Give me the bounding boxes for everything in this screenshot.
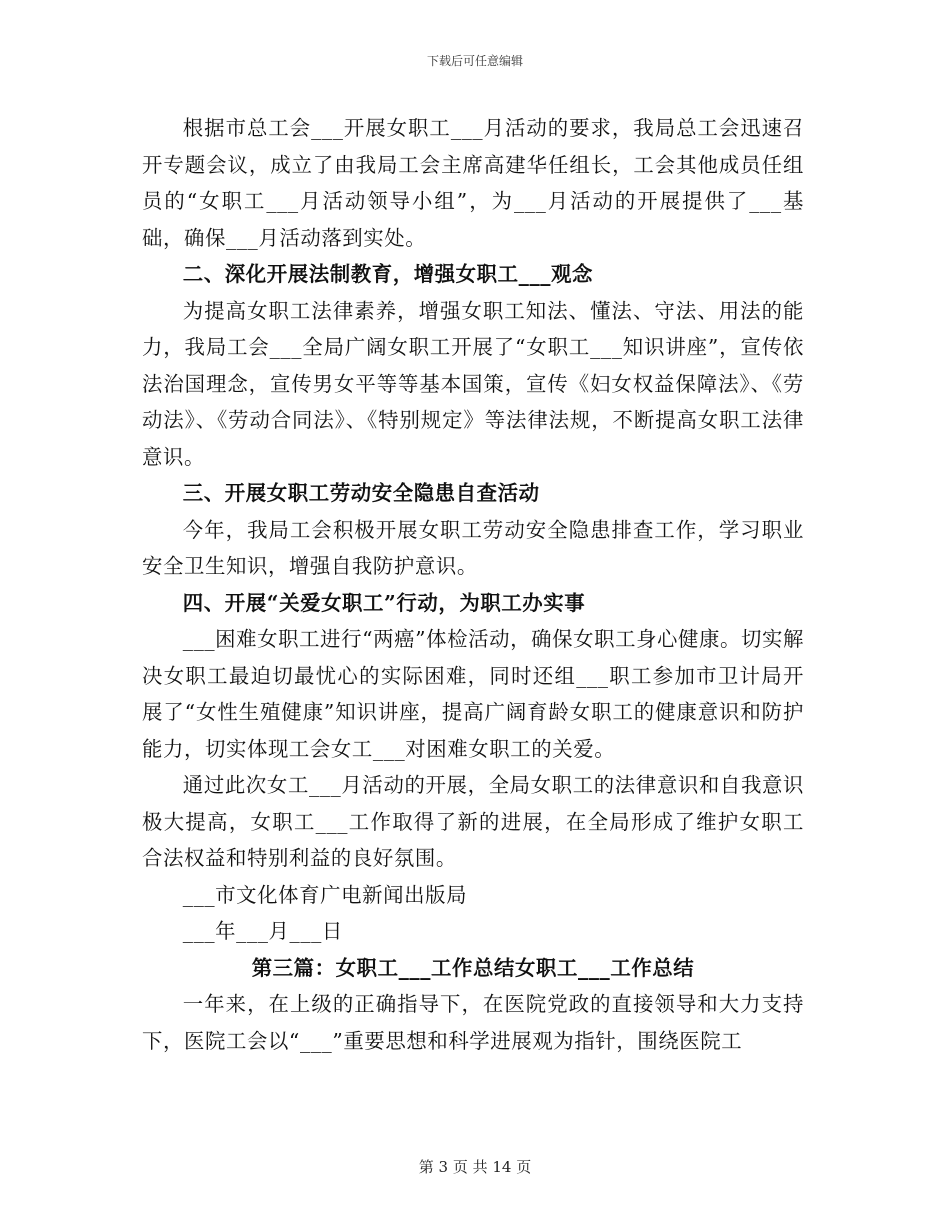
paragraph-4: ___困难女职工进行“两癌”体检活动，确保女职工身心健康。切实解决女职工最迫切最忧心的实际困难，同时还组___职工参加市卫计局开展了“女性生殖健康”知识讲座，提高广阔育龄女职工的健康意识和防护能力，切实体现工会女工___对困难女职工的关爱。 <box>142 627 804 761</box>
section-heading-2: 二、深化开展法制教育，增强女职工___观念 <box>182 262 594 286</box>
paragraph-1: 根据市总工会___开展女职工___月活动的要求，我局总工会迅速召开专题会议，成立了由我局工会主席高建华任组长，工会其他成员任组员的“女职工___月活动领导小组”，为___月活动的开展提供了___基础，确保___月活动落到实处。 <box>142 116 804 250</box>
paragraph-2: 为提高女职工法律素养，增强女职工知法、懂法、守法、用法的能力，我局工会___全局广阔女职工开展了“女职工___知识讲座”，宣传依法治国理念，宣传男女平等等基本国策，宣传《妇女权益保障法》、《劳动法》、《劳动合同法》、《特别规定》等法律法规，不断提高女职工法律意识。 <box>142 298 804 469</box>
date-line: ___年___月___日 <box>182 919 343 943</box>
paragraph-6: 一年来，在上级的正确指导下，在医院党政的直接领导和大力支持下，医院工会以“___”重要思想和科学进展观为指针，围绕医院工 <box>142 992 804 1053</box>
article-title: 第三篇：女职工___工作总结女职工___工作总结 <box>251 955 695 980</box>
page-number: 第 3 页 共 14 页 <box>418 1158 532 1176</box>
document-body <box>142 110 804 1059</box>
page-header: 下载后可任意编辑 <box>426 54 523 68</box>
section-heading-4: 四、开展“关爱女职工”行动，为职工办实事 <box>182 590 586 615</box>
paragraph-3: 今年，我局工会积极开展女职工劳动安全隐患排查工作，学习职业安全卫生知识，增强自我防护意识。 <box>142 517 804 578</box>
section-heading-3: 三、开展女职工劳动安全隐患自查活动 <box>182 481 540 505</box>
paragraph-5: 通过此次女工___月活动的开展，全局女职工的法律意识和自我意识极大提高，女职工___工作取得了新的进展，在全局形成了维护女职工合法权益和特别利益的良好氛围。 <box>142 773 804 870</box>
signature-line: ___市文化体育广电新闻出版局 <box>182 882 468 907</box>
